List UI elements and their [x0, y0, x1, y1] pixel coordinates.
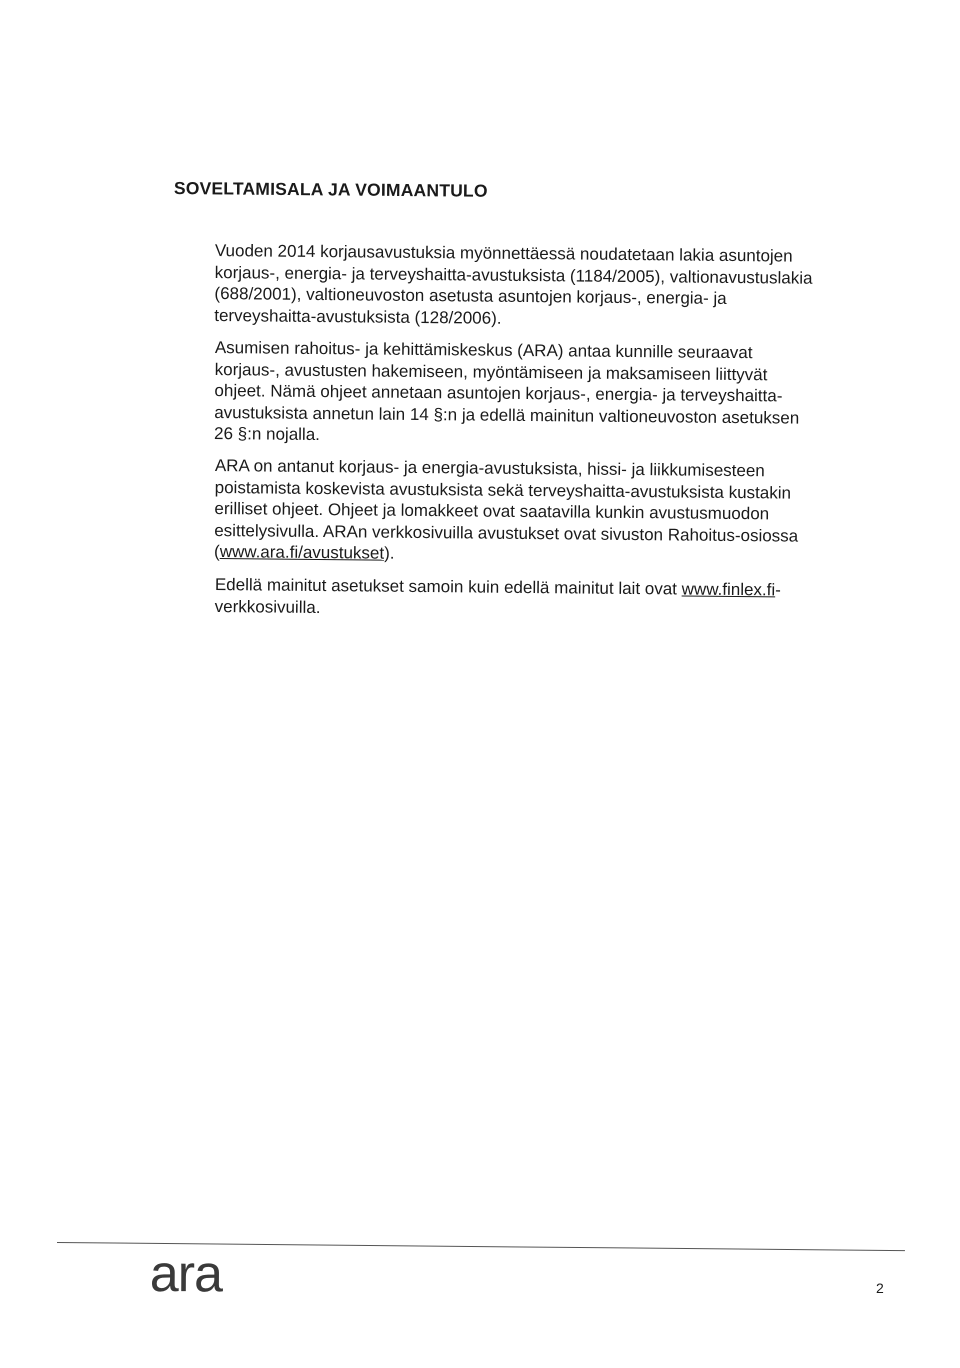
paragraph-text-end: ). [384, 543, 395, 563]
paragraph-text: Edellä mainitut asetukset samoin kuin edellä mainitut lait ovat [214, 574, 682, 599]
paragraph-ara-instructions: Asumisen rahoitus- ja kehittämiskeskus (ARA) antaa kunnille seuraavat korjaus-, avustusten hakemiseen, myöntämiseen ja maksamiseen liittyvät ohjeet. Nämä ohjeet annetaan asuntojen korjaus-, energia- ja terveyshaitta-avustuksista annetun lain 14 §:n ja edellä mainitun valtioneuvoston asetuksen 26 §:n nojalla. [213, 337, 800, 445]
finlex-link[interactable]: www.finlex.fi [681, 579, 776, 600]
page-number: 2 [876, 1280, 884, 1296]
ara-logo: ara [149, 1245, 223, 1304]
paragraph-separate-guidelines [214, 455, 815, 568]
paragraph-legislation: Vuoden 2014 korjausavustuksia myönnettäessä noudatetaan lakia asuntojen korjaus-, energia- ja terveyshaitta-avustuksista (1184/2005), valtionavustuslakia (688/2001), valtioneuvoston asetusta asuntojen korjaus-, energia- ja terveyshaitta-avustuksista (128/2006). [214, 240, 813, 328]
paragraph-text-end: -verkkosivuilla. [214, 580, 781, 617]
page-heading: SOVELTAMISALA JA VOIMAANTULO [173, 178, 488, 201]
ara-avustukset-link[interactable]: www.ara.fi/avustukset [219, 542, 385, 563]
paragraph-text: ARA on antanut korjaus- ja energia-avustuksista, hissi- ja liikkumisesteen poistamista koskevista avustuksista sekä terveyshaitta-avustuksista kustakin erilliset ohjeet. Ohjeet ja lomakkeet ovat saatavilla kunkin avustusmuodon esittelysivulla. ARAn verkkosivuilla avustukset ovat sivuston Rahoitus-osiossa ( [213, 455, 799, 562]
paragraph-finlex [215, 574, 815, 623]
